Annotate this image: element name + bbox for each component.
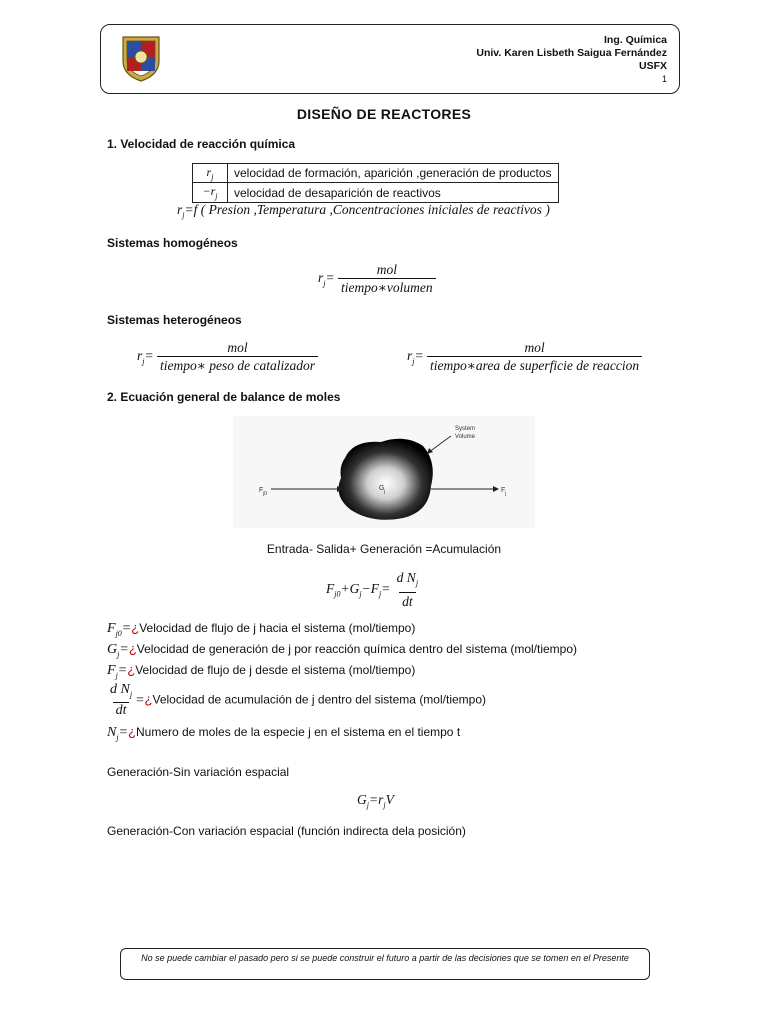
definition-text: Numero de moles de la especie j en el sistema en el tiempo t: [135, 725, 461, 739]
homogeneous-fraction: [338, 262, 436, 296]
fraction-denominator: tiempo∗volumen: [338, 278, 436, 296]
definition-dnj-dt: $\frac{d N_j}{dt}$ =¿Velocidad de acumulación de j dentro del sistema (mol/tiempo): [110, 682, 486, 718]
label-gj: G: [379, 485, 385, 492]
label-fj: F: [501, 487, 506, 494]
table-cell-description: velocidad de desaparición de reactivos: [228, 183, 559, 202]
homogeneous-heading: Sistemas homogéneos: [107, 236, 238, 250]
page-number: 1: [661, 74, 667, 84]
label-fj-sub: j: [505, 491, 507, 497]
rate-definition-table: [192, 163, 559, 203]
page-header: [100, 24, 680, 94]
surface-fraction: [427, 340, 642, 374]
system-volume-blob: [339, 439, 433, 520]
accumulation-fraction: $\frac{d N_j}{dt}$: [396, 570, 419, 609]
homogeneous-rate-equation: $r_j=$ $\frac{\text{mol}}{\text{tiempo∗volumen}}$: [318, 262, 436, 296]
heterogeneous-rate-surface: $r_j=$ $\frac{\text{mol}}{\text{tiempo∗area de superficie de reaccion}}$: [407, 340, 642, 374]
definition-text: Velocidad de generación de j por reacción química dentro del sistema (mol/tiempo): [136, 642, 578, 656]
heterogeneous-heading: Sistemas heterogéneos: [107, 313, 242, 327]
section-1-heading: 1. Velocidad de reacción química: [107, 137, 296, 151]
fraction-denominator: tiempo∗area de superficie de reaccion: [427, 356, 642, 374]
symbol-minus-rj: $-r_j$: [193, 183, 228, 202]
fraction-numerator: mol: [524, 340, 545, 355]
fraction-numerator: mol: [227, 340, 248, 355]
generation-equation: $G_j=r_jV$: [357, 792, 394, 810]
catalyst-fraction: [157, 340, 318, 374]
header-author: Univ. Karen Lisbeth Saigua Fernández: [476, 47, 667, 59]
system-volume-diagram: [233, 416, 535, 528]
definition-gj: $G_j=¿Velocidad$ de generación de j por reacción química dentro del sistema (mol/tiempo): [107, 641, 578, 659]
label-volume: Volume: [455, 434, 476, 440]
header-text: [476, 34, 667, 86]
definition-text: Velocidad de flujo de j desde el sistema (mol/tiempo): [135, 663, 416, 677]
definition-fj: $F_j=¿Velocidad$ de flujo de j desde el sistema (mol/tiempo): [107, 662, 416, 680]
definition-text: Velocidad de acumulación de j dentro del sistema (mol/tiempo): [152, 692, 486, 707]
page-title: DISEÑO DE REACTORES: [296, 106, 472, 122]
fraction-denominator: tiempo∗ peso de catalizador: [157, 356, 318, 374]
table-row: [193, 164, 559, 183]
generation-with-variation-label: Generación-Con variación espacial (función indirecta dela posición): [107, 824, 466, 838]
rate-function-arguments: Presion ,Temperatura ,Concentraciones iniciales de reactivos: [208, 202, 542, 217]
fraction-numerator: mol: [376, 262, 397, 277]
symbol-rj: $r_j$: [193, 164, 228, 183]
heterogeneous-rate-catalyst: $r_j=$ $\frac{\text{mol}}{\text{tiempo∗ peso de catalizador}}$: [137, 340, 318, 374]
header-university: USFX: [638, 60, 667, 72]
table-row: [193, 183, 559, 202]
footer-quote: No se puede cambiar el pasado pero si se puede construir el futuro a partir de las decisiones que se tomen en el Presente: [120, 948, 650, 980]
label-fj0-sub: j0: [263, 491, 267, 497]
label-system: System: [455, 426, 476, 432]
generation-no-variation-label: Generación-Sin variación espacial: [107, 765, 290, 779]
university-seal-logo: [119, 33, 163, 83]
label-gj-sub: j: [384, 489, 386, 495]
definition-nj: $N_j=¿Numero$ de moles de la especie j en el sistema en el tiempo t: [107, 724, 461, 742]
table-cell-description: velocidad de formación, aparición ,generación de productos: [228, 164, 559, 183]
label-fj0: F: [259, 487, 264, 494]
definition-fj0: $F_{j0}=¿Velocidad$ de flujo de j hacia el sistema (mol/tiempo): [107, 620, 416, 638]
rate-function-equation: $r_j=f$ ( Presion ,Temperatura ,Concentraciones iniciales de reactivos ): [177, 202, 550, 220]
section-2-heading: 2. Ecuación general de balance de moles: [107, 390, 341, 404]
header-degree: Ing. Química: [603, 34, 667, 46]
definition-text: Velocidad de flujo de j hacia el sistema (mol/tiempo): [139, 621, 416, 635]
mole-balance-equation: $F_{j0}+G_j-F_j=$ $\frac{d N_j}{dt}$: [326, 570, 421, 610]
word-balance: Entrada- Salida+ Generación =Acumulación: [266, 542, 502, 556]
